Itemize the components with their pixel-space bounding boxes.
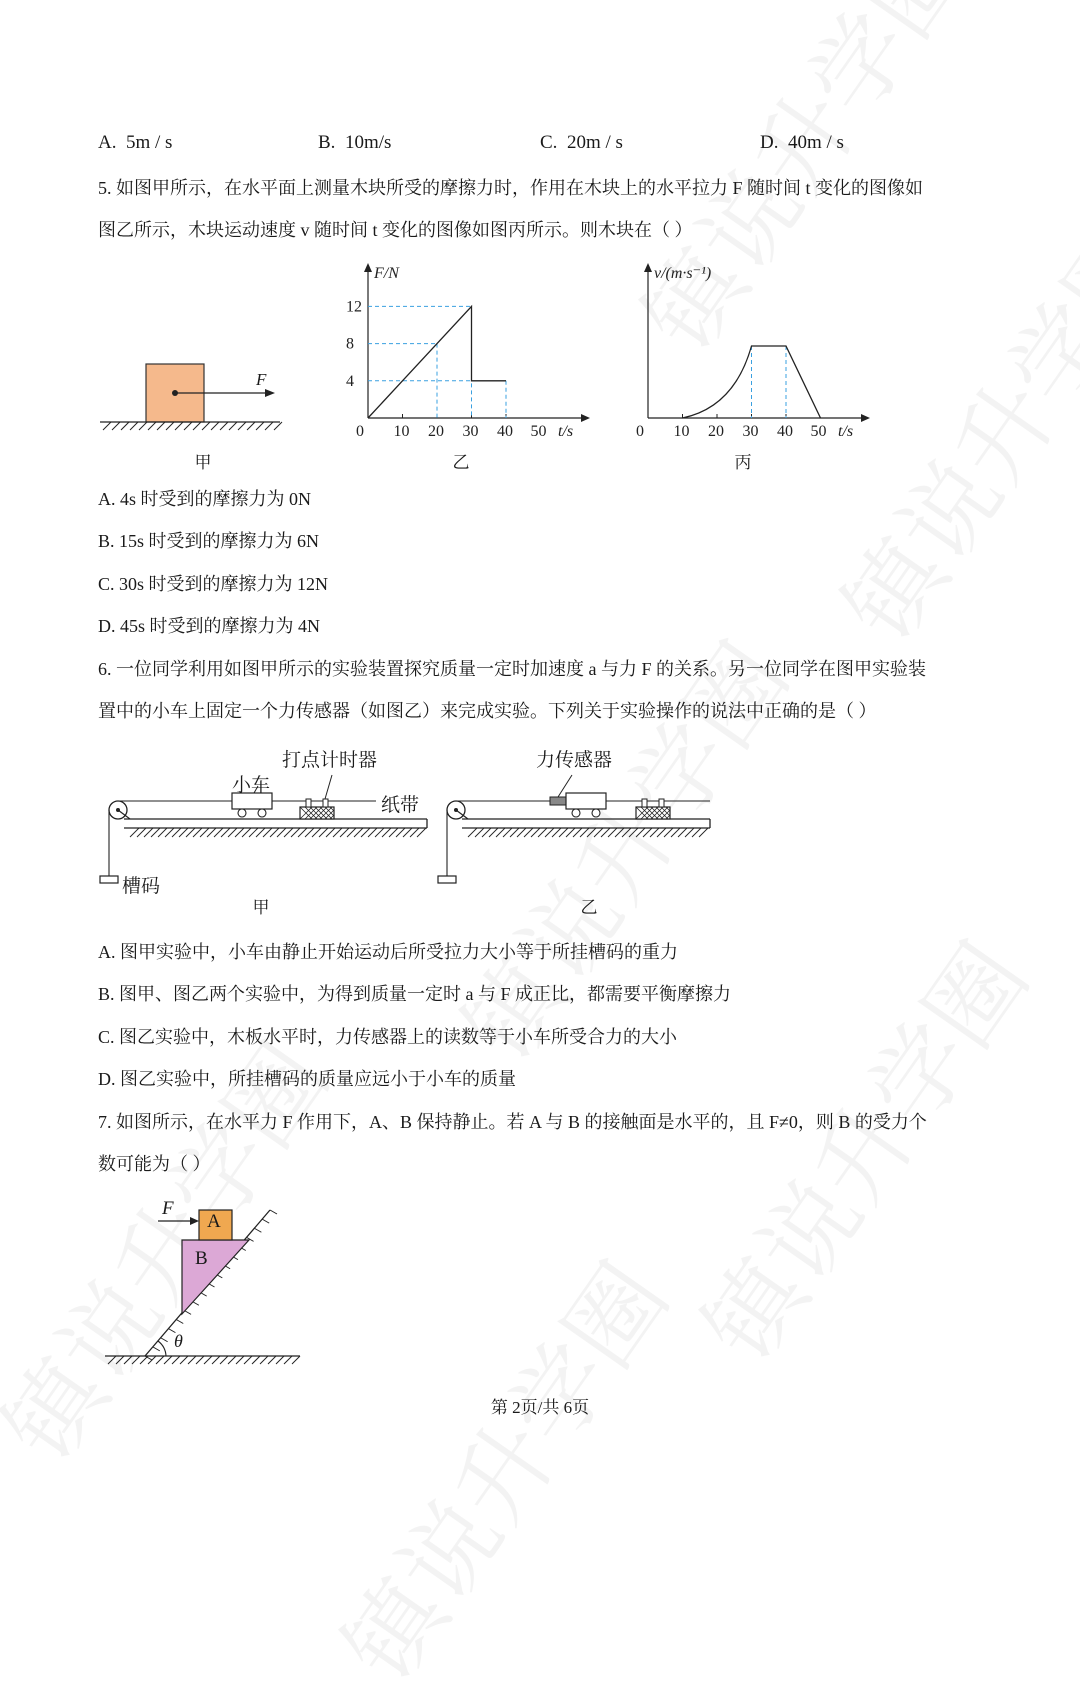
hatch-mark <box>221 828 230 837</box>
hatch-mark <box>284 1356 292 1364</box>
hatch-mark <box>524 828 533 837</box>
hatch-mark <box>121 422 129 430</box>
q6-fig-yi <box>430 770 720 895</box>
hatch-mark <box>319 828 328 837</box>
hatch-mark <box>263 828 272 837</box>
hatch-mark <box>396 828 405 837</box>
hatch-mark <box>157 422 165 430</box>
hatch-mark <box>166 422 174 430</box>
hatch-mark <box>172 828 181 837</box>
hatch-mark <box>176 1320 183 1324</box>
hatch-mark <box>242 828 251 837</box>
hatch-mark <box>256 422 264 430</box>
q6-timer-label: 打点计时器 <box>282 750 378 771</box>
hatch-mark <box>139 422 147 430</box>
hatch-mark <box>685 828 694 837</box>
hatch-mark <box>678 828 687 837</box>
timer-post <box>642 799 647 807</box>
hatch-mark <box>361 828 370 837</box>
hatch-mark <box>254 1228 261 1232</box>
ground-hatch <box>108 1356 300 1364</box>
block-b <box>182 1240 249 1314</box>
hatch-mark <box>103 422 111 430</box>
hatch-mark <box>116 1356 124 1364</box>
force-arrow-head <box>265 389 275 397</box>
y-axis-label: v/(m·s⁻¹) <box>654 265 712 282</box>
hatch-mark <box>608 828 617 837</box>
hatch-mark <box>580 828 589 837</box>
hatch-mark <box>193 828 202 837</box>
cart-wheel <box>258 809 266 817</box>
cart-body <box>566 793 606 809</box>
hatch-mark <box>566 828 575 837</box>
q5-chart-yi <box>330 258 590 443</box>
x-axis-label: t/s <box>838 423 854 440</box>
hatch-mark <box>274 422 282 430</box>
hatch-mark <box>292 1356 300 1364</box>
hatch-mark <box>158 828 167 837</box>
x-tick-label: 20 <box>708 423 724 440</box>
x-axis-arrow <box>581 414 590 422</box>
hatch-mark <box>236 1356 244 1364</box>
hatch-mark <box>175 422 183 430</box>
page-footer: 第 2页/共 6页 <box>490 1398 590 1417</box>
table-hatch <box>468 828 708 837</box>
q5-bing-caption: 丙 <box>734 453 752 472</box>
hatch-mark <box>298 828 307 837</box>
q7-block-a-label: A <box>207 1211 221 1232</box>
hatch-mark <box>531 828 540 837</box>
hatch-mark <box>172 1356 180 1364</box>
hatch-mark <box>503 828 512 837</box>
hatch-mark <box>228 1356 236 1364</box>
hatch-mark <box>200 828 209 837</box>
hatch-mark <box>699 828 708 837</box>
hatch-mark <box>235 828 244 837</box>
hatch-mark <box>622 828 631 837</box>
hatch-mark <box>643 828 652 837</box>
hatch-mark <box>130 828 139 837</box>
x-tick-label: 30 <box>742 423 759 440</box>
hatch-mark <box>389 828 398 837</box>
timer-post <box>659 799 664 807</box>
cart-wheel <box>572 809 580 817</box>
q5-stem-line2: 图乙所示，木块运动速度 v 随时间 t 变化的图像如图丙所示。则木块在（ ） <box>98 220 693 240</box>
q6-yi-caption: 乙 <box>580 898 598 917</box>
hatch-mark <box>220 1356 228 1364</box>
hatch-mark <box>276 1356 284 1364</box>
hatch-mark <box>284 828 293 837</box>
q6-option-b: B. 图甲、图乙两个实验中，为得到质量一定时 a 与 F 成正比，都需要平衡摩擦力 <box>98 984 732 1004</box>
q6-option-a: A. 图甲实验中，小车由静止开始运动后所受拉力大小等于所挂槽码的重力 <box>98 942 678 962</box>
x-tick-label: 0 <box>636 423 644 440</box>
x-tick-label: 50 <box>810 423 827 440</box>
q6-cart-label: 小车 <box>232 775 271 796</box>
hatch-mark <box>475 828 484 837</box>
hatch-mark <box>108 1356 116 1364</box>
hatch-mark <box>247 422 255 430</box>
hatch-mark <box>238 422 246 430</box>
hatch-mark <box>137 828 146 837</box>
timer-post <box>306 799 311 807</box>
q7-force-label: F <box>162 1198 174 1219</box>
cart-wheel <box>238 809 246 817</box>
force-arrow-head <box>190 1217 199 1225</box>
hatch-mark <box>193 422 201 430</box>
q7-figure <box>100 1195 310 1370</box>
y-axis-label: F/N <box>374 265 399 282</box>
q7-stem-line2: 数可能为（ ） <box>98 1154 211 1174</box>
q5-jia-caption: 甲 <box>194 453 212 472</box>
q5-option-d: D. 45s 时受到的摩擦力为 4N <box>98 616 321 636</box>
timer-post <box>323 799 328 807</box>
hatch-mark <box>517 828 526 837</box>
hatch-mark <box>671 828 680 837</box>
hatch-mark <box>211 422 219 430</box>
hatch-mark <box>112 422 120 430</box>
x-tick-label: 10 <box>673 423 690 440</box>
hatch-mark <box>124 1356 132 1364</box>
hatch-mark <box>482 828 491 837</box>
hatch-mark <box>265 422 273 430</box>
hatch-mark <box>496 828 505 837</box>
q6-option-c: C. 图乙实验中，木板水平时，力传感器上的读数等于小车所受合力的大小 <box>98 1027 678 1047</box>
hatch-mark <box>262 1219 269 1223</box>
hatch-mark <box>601 828 610 837</box>
q5-fig-jia <box>95 355 295 440</box>
hatch-mark <box>184 422 192 430</box>
watermark <box>306 1233 694 1704</box>
q4-option-a: A. 5m / s <box>98 132 173 153</box>
q4-option-c: C. 20m / s <box>540 132 623 153</box>
hatch-mark <box>260 1356 268 1364</box>
q5-yi-caption: 乙 <box>452 453 470 472</box>
hatch-mark <box>268 1356 276 1364</box>
weight-block <box>438 876 456 883</box>
hatch-mark <box>228 828 237 837</box>
hatch-mark <box>244 1356 252 1364</box>
hatch-mark <box>664 828 673 837</box>
hatch-mark <box>220 422 228 430</box>
hatch-mark <box>277 828 286 837</box>
y-axis-arrow <box>364 263 372 272</box>
x-tick-label: 40 <box>497 423 513 440</box>
hatch-mark <box>214 828 223 837</box>
q6-sensor-label: 力传感器 <box>536 750 613 771</box>
hatch-mark <box>326 828 335 837</box>
hatch-mark <box>196 1356 204 1364</box>
hatch-mark <box>587 828 596 837</box>
hatch-mark <box>148 422 156 430</box>
x-tick-label: 40 <box>777 423 793 440</box>
q5-option-b: B. 15s 时受到的摩擦力为 6N <box>98 531 320 551</box>
hatch-mark <box>468 828 477 837</box>
x-tick-label: 10 <box>393 423 410 440</box>
hatch-mark <box>130 422 138 430</box>
hatch-mark <box>489 828 498 837</box>
q5-option-c: C. 30s 时受到的摩擦力为 12N <box>98 574 329 594</box>
q5-jia-force-label: F <box>256 370 267 389</box>
hatch-mark <box>629 828 638 837</box>
q5-chart-bing <box>610 258 870 443</box>
y-tick-label: 4 <box>346 372 354 390</box>
q4-option-d: D. 40m / s <box>760 132 844 153</box>
ground-hatch <box>103 422 282 430</box>
timer-pointer <box>325 775 332 799</box>
hatch-mark <box>382 828 391 837</box>
hatch-mark <box>305 828 314 837</box>
hatch-mark <box>270 1210 277 1214</box>
weight-block <box>100 876 118 883</box>
q6-stem-line1: 6. 一位同学利用如图甲所示的实验装置探究质量一定时加速度 a 与力 F 的关系。另一位同学在图甲实验装 <box>98 659 926 679</box>
hatch-mark <box>153 1347 160 1351</box>
hatch-mark <box>650 828 659 837</box>
x-tick-label: 20 <box>428 423 444 440</box>
hatch-mark <box>368 828 377 837</box>
y-tick-label: 12 <box>346 298 362 316</box>
hatch-mark <box>212 1356 220 1364</box>
hatch-mark <box>256 828 265 837</box>
hatch-mark <box>559 828 568 837</box>
force-sensor <box>550 797 566 805</box>
angle-arc <box>158 1341 166 1356</box>
hatch-mark <box>375 828 384 837</box>
x-axis-label: t/s <box>558 423 574 440</box>
hatch-mark <box>186 828 195 837</box>
hatch-mark <box>179 828 188 837</box>
hatch-mark <box>340 828 349 837</box>
y-tick-label: 8 <box>346 335 354 353</box>
hatch-mark <box>249 828 258 837</box>
hatch-mark <box>333 828 342 837</box>
hatch-mark <box>151 828 160 837</box>
q7-angle-label: θ <box>174 1331 183 1351</box>
hatch-mark <box>252 1356 260 1364</box>
hatch-mark <box>291 828 300 837</box>
x-tick-label: 30 <box>462 423 479 440</box>
hatch-mark <box>202 422 210 430</box>
hatch-mark <box>615 828 624 837</box>
x-tick-label: 0 <box>356 423 364 440</box>
hatch-mark <box>180 1356 188 1364</box>
q5-stem-line1: 5. 如图甲所示，在水平面上测量木块所受的摩擦力时，作用在木块上的水平拉力 F 随时间 t 变化的图像如 <box>98 178 924 198</box>
hatch-mark <box>538 828 547 837</box>
q7-stem-line1: 7. 如图所示，在水平力 F 作用下，A、B 保持静止。若 A 与 B 的接触面是水平的，且 F≠0，则 B 的受力个 <box>98 1112 927 1132</box>
table-hatch <box>130 828 426 837</box>
q7-block-b-label: B <box>195 1248 208 1269</box>
hatch-mark <box>207 828 216 837</box>
q4-option-b: B. 10m/s <box>318 132 392 153</box>
hatch-mark <box>312 828 321 837</box>
hatch-mark <box>410 828 419 837</box>
hatch-mark <box>594 828 603 837</box>
q6-jia-caption: 甲 <box>252 898 270 917</box>
hatch-mark <box>156 1356 164 1364</box>
y-axis-arrow <box>644 263 652 272</box>
hatch-mark <box>204 1356 212 1364</box>
q6-weight-label: 槽码 <box>122 876 161 897</box>
hatch-mark <box>164 1356 172 1364</box>
q6-option-d: D. 图乙实验中，所挂槽码的质量应远小于小车的质量 <box>98 1069 516 1089</box>
hatch-mark <box>510 828 519 837</box>
x-tick-label: 50 <box>530 423 547 440</box>
cart-wheel <box>592 809 600 817</box>
hatch-mark <box>188 1356 196 1364</box>
hatch-mark <box>347 828 356 837</box>
hatch-mark <box>545 828 554 837</box>
hatch-mark <box>692 828 701 837</box>
hatch-mark <box>573 828 582 837</box>
hatch-mark <box>144 828 153 837</box>
hatch-mark <box>657 828 666 837</box>
hatch-mark <box>270 828 279 837</box>
x-axis-arrow <box>861 414 870 422</box>
q5-option-a: A. 4s 时受到的摩擦力为 0N <box>98 489 312 509</box>
q6-stem-line2: 置中的小车上固定一个力传感器（如图乙）来完成实验。下列关于实验操作的说法中正确的是（ ） <box>98 701 877 721</box>
hatch-mark <box>354 828 363 837</box>
hatch-mark <box>636 828 645 837</box>
hatch-mark <box>161 1338 168 1342</box>
hatch-mark <box>403 828 412 837</box>
hatch-mark <box>132 1356 140 1364</box>
hatch-mark <box>165 828 174 837</box>
hatch-mark <box>552 828 561 837</box>
hatch-mark <box>417 828 426 837</box>
hatch-mark <box>229 422 237 430</box>
q6-tape-label: 纸带 <box>381 795 420 816</box>
